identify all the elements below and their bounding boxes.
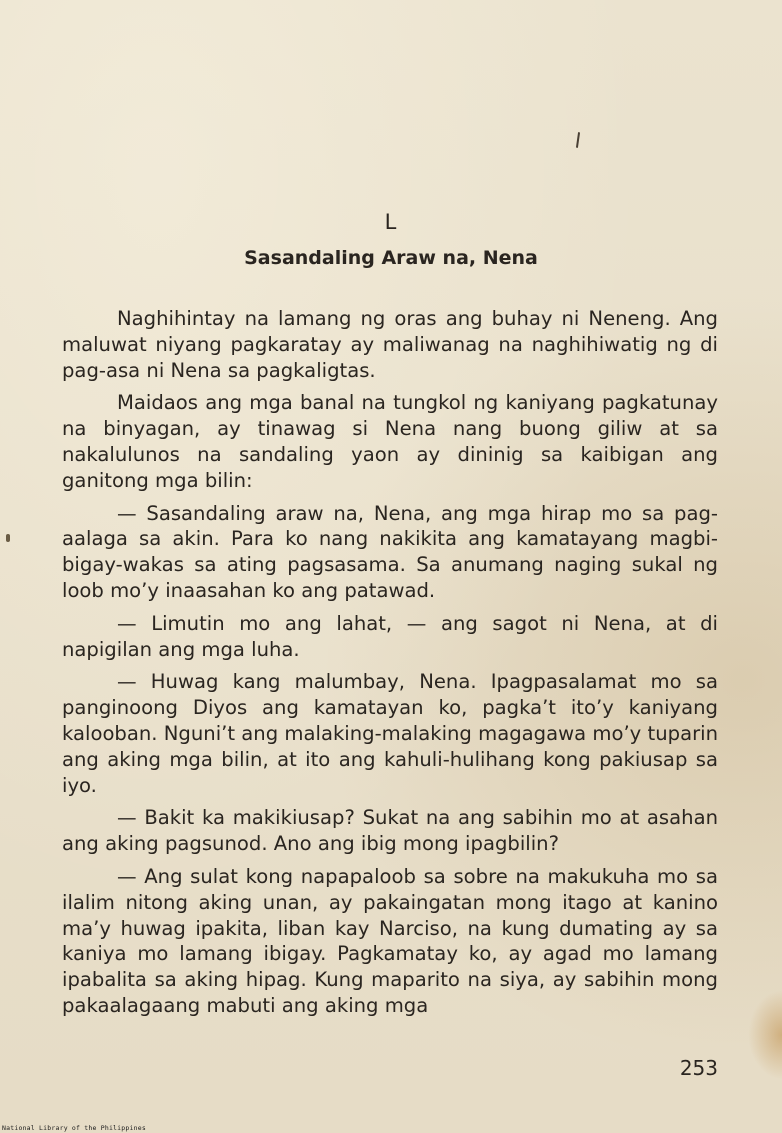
- page-number: 253: [679, 1056, 718, 1080]
- ink-mark: [6, 534, 10, 542]
- ink-mark: [576, 132, 580, 148]
- paragraph: Naghihintay na lamang ng oras ang buhay ni Neneng. Ang maluwat niyang pagkaratay ay maliwanag na naghihiwatig ng di pag-asa ni Nena sa pagkaligtas.: [62, 307, 718, 382]
- paragraph: Maidaos ang mga banal na tungkol ng kaniyang pagkatunay na binyagan, ay tinawag si Nena nang buong giliw at sa nakalulunos na sandaling yaon ay dininig sa kaibigan ang ganitong mga bilin:: [62, 391, 718, 492]
- paragraph: — Sasandaling araw na, Nena, ang mga hirap mo sa pagaalaga sa akin. Para ko nang nakikita ang kamatayang magbibigay-wakas sa ating pagsasama. Sa anumang naging sukal ng loob mo’y inaasahan ko ang patawad.: [62, 501, 718, 602]
- footer-credit: National Library of the Philippines: [2, 1124, 146, 1132]
- page-stain: [748, 990, 782, 1080]
- body-text: [62, 306, 718, 1026]
- paragraph: — Bakit ka makikiusap? Sukat na ang sabihin mo at asahan ang aking pagsunod. Ano ang ibig mong ipagbilin?: [62, 806, 718, 856]
- paragraph: — Limutin mo ang lahat, — ang sagot ni Nena, at di napigilan ang mga luha.: [62, 611, 718, 661]
- chapter-title: Sasandaling Araw na, Nena: [244, 247, 538, 269]
- chapter-numeral: L: [384, 210, 398, 234]
- paragraph: — Huwag kang malumbay, Nena. Ipagpasalamat mo sa panginoong Diyos ang kamatayan ko, pagka’t ito’y kaniyang kalooban. Nguni’t ang malaking-malaking magagawa mo’y tuparin ang aking mga bilin, at ito ang kahuli-hulihang kong pakiusap sa iyo.: [62, 670, 718, 797]
- paragraph: — Ang sulat kong napapaloob sa sobre na makukuha mo sa ilalim nitong aking unan, ay pakaingatan mong itago at kanino ma’y huwag ipakita, liban kay Narciso, na kung dumating ay sa kaniya mo lamang ibigay. Pagkamatay ko, ay agad mo lamang ipabalita sa aking hipag. Kung maparito na siya, ay sabihin mong pakaalagaang mabuti ang aking mga: [62, 864, 718, 1017]
